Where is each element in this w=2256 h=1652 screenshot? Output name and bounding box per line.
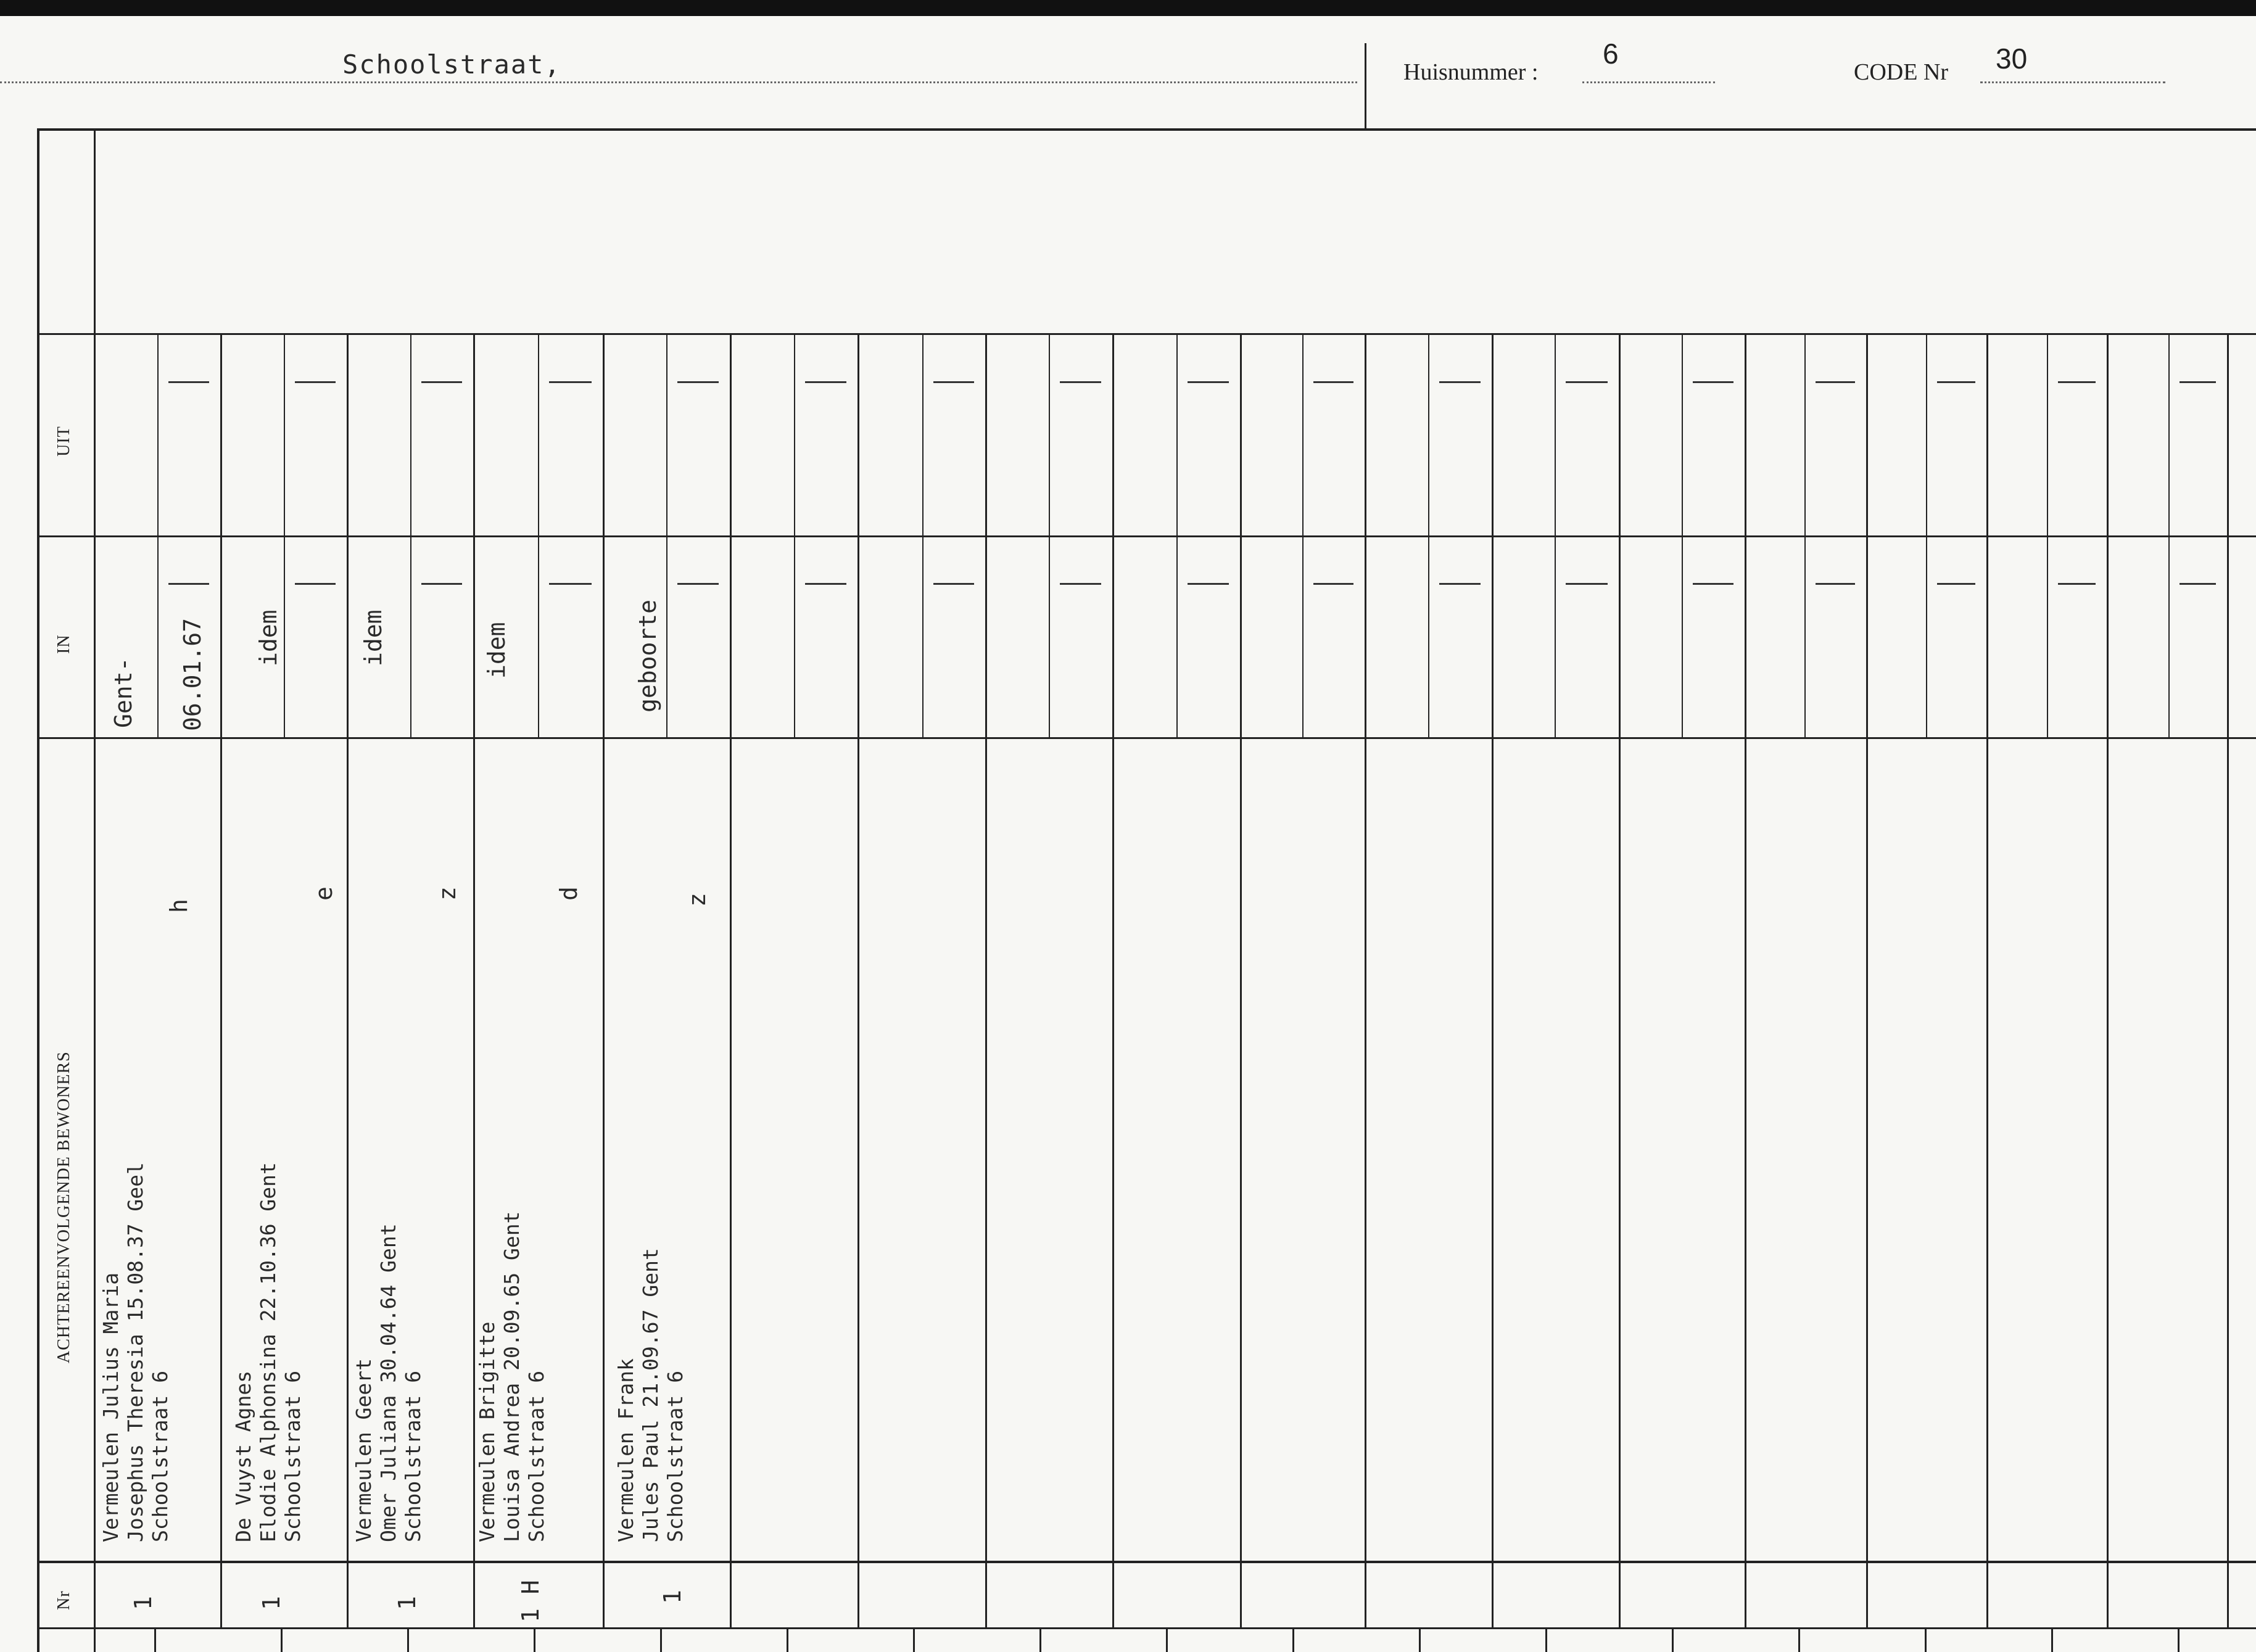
grid-line	[603, 333, 605, 1627]
code-value: 30	[1996, 43, 2028, 75]
grid-line	[913, 1629, 915, 1652]
grid-line	[1439, 583, 1481, 585]
section-bewoners-label: ACHTEREENVOLGENDE BEWONERS	[54, 1051, 73, 1363]
grid-line	[168, 583, 209, 585]
top-border	[0, 0, 2256, 16]
resident-in-origin: geboorte	[634, 599, 661, 712]
grid-line	[677, 381, 719, 383]
resident-name-lines: Vermeulen Geert Omer Juliana 30.04.64 Gent Schoolstraat 6	[352, 1223, 425, 1542]
grid-line	[2180, 381, 2216, 383]
grid-line	[1693, 583, 1733, 585]
grid-line	[1112, 333, 1114, 1627]
resident-nr: 1	[130, 1596, 157, 1610]
grid-line	[1925, 1629, 1927, 1652]
grid-line	[410, 333, 411, 737]
resident-name-lines: Vermeulen Julius Maria Josephus Theresia 15.08.37 Geel Schoolstraat 6	[99, 1162, 172, 1542]
grid-line	[1866, 333, 1868, 1627]
grid-line	[1816, 381, 1855, 383]
code-dotline	[1980, 81, 2165, 83]
grid-line	[2178, 1629, 2180, 1652]
grid-line	[1682, 333, 1683, 737]
grid-line	[1804, 333, 1806, 737]
grid-line	[157, 333, 159, 737]
grid-line	[421, 583, 462, 585]
grid-line	[922, 333, 923, 737]
section-uit-label: UIT	[54, 426, 73, 456]
grid-line	[2051, 1629, 2053, 1652]
grid-line	[347, 333, 349, 1627]
grid-line	[220, 333, 222, 1627]
resident-in-origin: idem	[255, 609, 282, 666]
grid-line	[1188, 583, 1229, 585]
resident-name-lines: Vermeulen Frank Jules Paul 21.09.67 Gent Schoolstraat 6	[614, 1248, 687, 1542]
grid-line	[1555, 333, 1556, 737]
grid-line	[1049, 333, 1050, 737]
grid-line	[1313, 381, 1353, 383]
grid-line	[1745, 333, 1746, 1627]
grid-line	[933, 381, 974, 383]
grid-line	[857, 333, 859, 1627]
grid-line	[1693, 381, 1733, 383]
grid-line	[1619, 333, 1621, 1627]
resident-mark: h	[165, 899, 192, 913]
grid-line	[284, 333, 285, 737]
grid-line	[2180, 583, 2216, 585]
huisnummer-value: 6	[1603, 38, 1619, 70]
grid-line	[1937, 583, 1975, 585]
street-dotline	[0, 81, 1357, 83]
grid-line	[1302, 333, 1304, 737]
grid-line	[2107, 333, 2109, 1627]
grid-line	[1798, 1629, 1800, 1652]
grid-line	[677, 583, 719, 585]
grid-line	[1365, 333, 1366, 1627]
resident-mark: d	[555, 886, 582, 901]
grid-line	[1240, 333, 1242, 1627]
street-name: Schoolstraat,	[342, 49, 561, 80]
grid-line	[1292, 1629, 1294, 1652]
huisnummer-label: Huisnummer :	[1403, 59, 1539, 85]
grid-line	[1176, 333, 1178, 737]
grid-line	[1566, 583, 1608, 585]
grid-line	[1419, 1629, 1421, 1652]
resident-mark: e	[310, 886, 337, 901]
grid-line	[666, 333, 667, 737]
grid-line	[1937, 381, 1975, 383]
resident-mark: z	[684, 893, 711, 907]
resident-nr: 1	[394, 1596, 421, 1610]
resident-nr: 1 H	[517, 1580, 544, 1622]
grid-line	[281, 1629, 283, 1652]
grid-line	[1428, 333, 1429, 737]
grid-line	[2168, 333, 2170, 737]
grid-line	[1986, 333, 1988, 1627]
grid-line	[421, 381, 462, 383]
grid-line	[1060, 583, 1101, 585]
grid-line	[794, 333, 795, 737]
grid-line	[2047, 333, 2048, 737]
grid-line	[2227, 333, 2229, 1627]
resident-in-origin: idem	[360, 609, 387, 666]
section-in-label: IN	[54, 634, 73, 654]
grid-line	[2058, 381, 2096, 383]
grid-line	[295, 381, 336, 383]
grid-line	[933, 583, 974, 585]
grid-line	[1545, 1629, 1547, 1652]
resident-name-lines: De Vuyst Agnes Elodie Alphonsina 22.10.36 Gent Schoolstraat 6	[231, 1162, 305, 1542]
grid-line	[1672, 1629, 1674, 1652]
grid-line	[534, 1629, 535, 1652]
grid-line	[538, 333, 539, 737]
code-label: CODE Nr	[1854, 59, 1949, 85]
resident-mark: z	[434, 886, 461, 901]
grid-line	[660, 1629, 662, 1652]
grid-line	[1188, 381, 1229, 383]
grid-line	[1166, 1629, 1168, 1652]
grid-line	[1566, 381, 1608, 383]
grid-line	[1926, 333, 1927, 737]
grid-line	[805, 583, 846, 585]
resident-nr: 1	[258, 1596, 285, 1610]
grid-line	[1492, 333, 1494, 1627]
huisnummer-dotline	[1582, 81, 1715, 83]
header-divider	[1365, 43, 1366, 128]
grid-line	[730, 333, 732, 1627]
resident-in-date: 06.01.67	[179, 617, 206, 731]
resident-name-lines: Vermeulen Brigitte Louisa Andrea 20.09.65 Gent Schoolstraat 6	[475, 1211, 548, 1542]
grid-line	[1439, 381, 1481, 383]
section-nr-label: Nr	[54, 1590, 73, 1610]
resident-nr: 1	[659, 1590, 686, 1604]
grid-line	[787, 1629, 788, 1652]
grid-line	[1060, 381, 1101, 383]
grid-line	[549, 583, 592, 585]
resident-in-origin: idem	[483, 622, 510, 679]
grid-line	[1039, 1629, 1041, 1652]
grid-line	[1313, 583, 1353, 585]
grid-line	[295, 583, 336, 585]
grid-line	[1816, 583, 1855, 585]
grid-line	[2058, 583, 2096, 585]
grid-line	[805, 381, 846, 383]
grid-line	[985, 333, 987, 1627]
grid-line	[154, 1629, 156, 1652]
resident-in-origin: Gent-	[110, 657, 137, 728]
grid-line	[549, 381, 592, 383]
grid-line	[168, 381, 209, 383]
grid-line	[407, 1629, 409, 1652]
